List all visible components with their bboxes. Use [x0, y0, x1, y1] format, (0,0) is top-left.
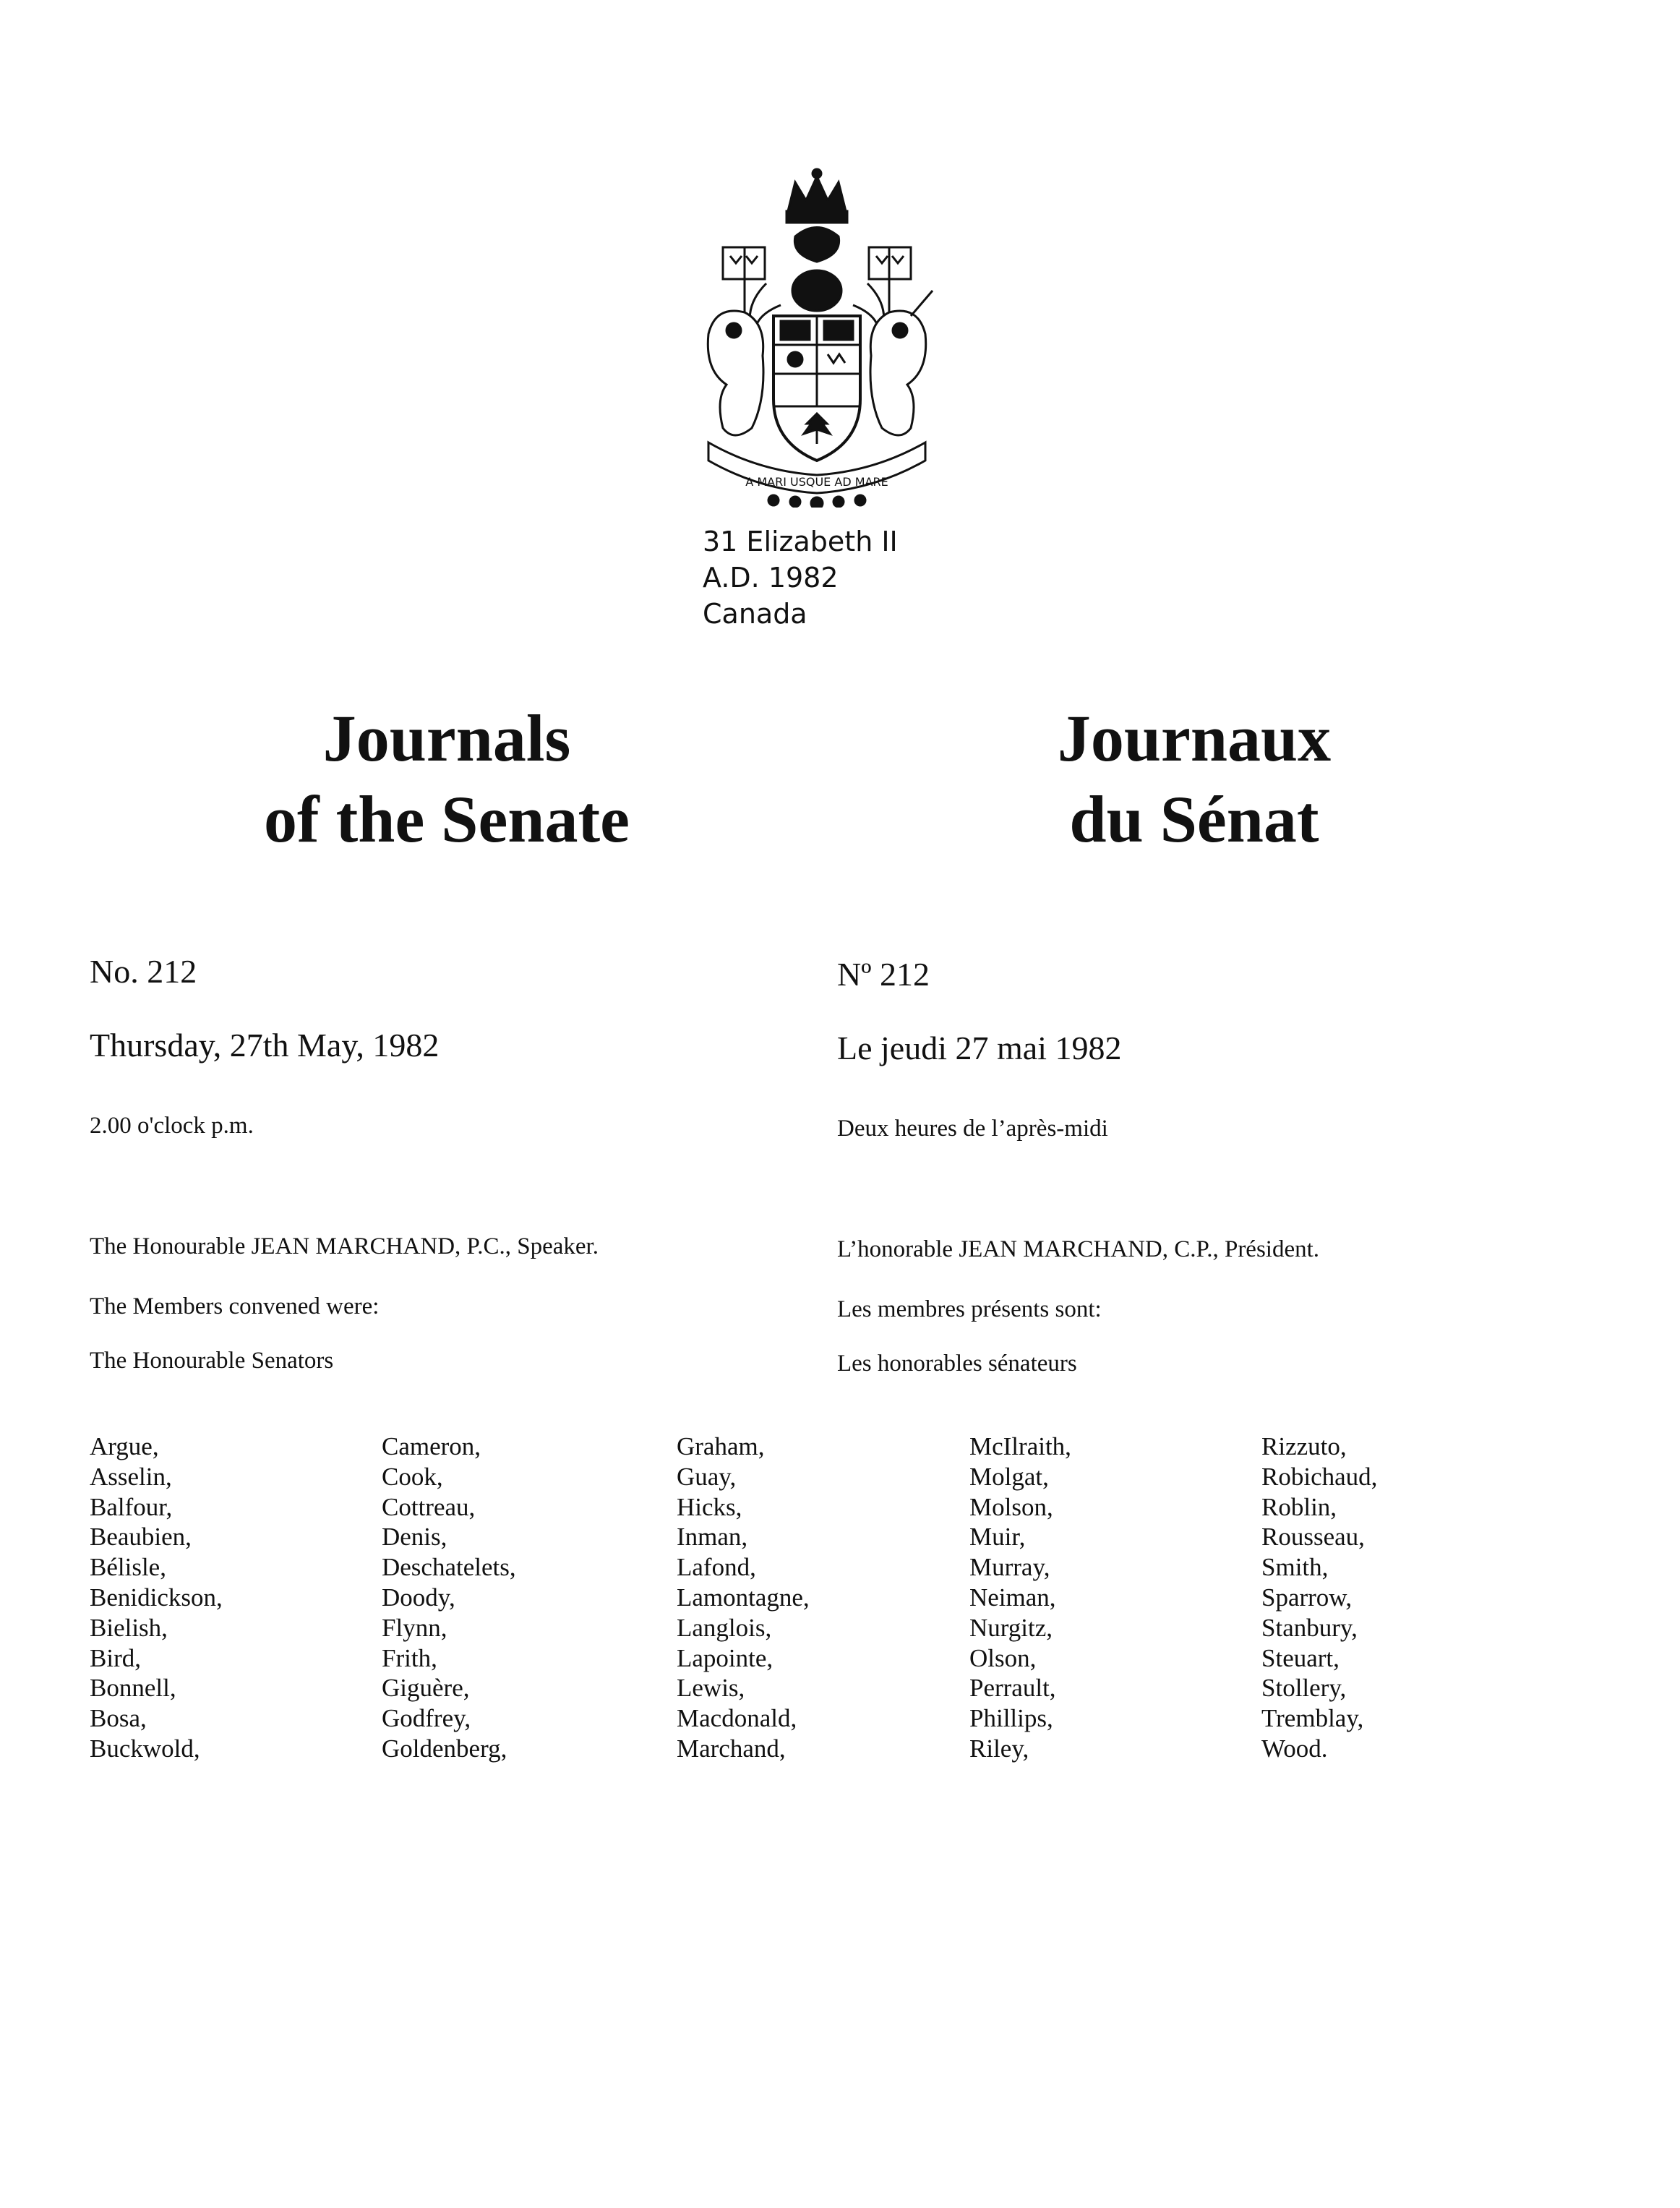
senators-column-1: [90, 1432, 223, 1764]
senator-name: Beaubien,: [90, 1523, 192, 1552]
senator-name: Macdonald,: [677, 1704, 797, 1733]
senators-column-5: [1261, 1432, 1377, 1764]
senator-name: Doody,: [382, 1583, 455, 1612]
lion-supporter-icon: [708, 311, 763, 435]
country: Canada: [703, 598, 807, 630]
senator-name: Graham,: [677, 1432, 765, 1460]
title-french: Journaux du Sénat: [1057, 701, 1332, 856]
sitting-date-fr: Le jeudi 27 mai 1982: [837, 1030, 1122, 1066]
senator-name: Perrault,: [969, 1674, 1056, 1703]
calendar-year: A.D. 1982: [703, 562, 839, 594]
senator-name: Argue,: [90, 1432, 159, 1460]
senator-name: Hicks,: [677, 1492, 742, 1521]
senator-name: Bélisle,: [90, 1553, 166, 1582]
senator-name: Cameron,: [382, 1432, 481, 1460]
regnal-year: 31 Elizabeth II: [703, 526, 898, 557]
senator-name: Frith,: [382, 1643, 437, 1672]
senator-name: Rizzuto,: [1261, 1432, 1347, 1460]
speaker-line-en: The Honourable JEAN MARCHAND, P.C., Speaker.: [90, 1233, 599, 1259]
senator-name: Bosa,: [90, 1704, 147, 1733]
senator-name: Stollery,: [1261, 1674, 1347, 1703]
senator-name: Langlois,: [677, 1613, 772, 1642]
senator-name: Smith,: [1261, 1553, 1329, 1582]
senator-name: Asselin,: [90, 1462, 172, 1491]
sitting-date-en: Thursday, 27th May, 1982: [90, 1027, 440, 1064]
senator-name: Molson,: [969, 1492, 1053, 1521]
floral-base-icon: [768, 495, 865, 508]
senator-name: Neiman,: [969, 1583, 1056, 1612]
regnal-year-block: [703, 523, 898, 632]
senator-name: Giguère,: [382, 1674, 470, 1703]
senator-name: McIlraith,: [969, 1432, 1071, 1460]
senator-name: Goldenberg,: [382, 1734, 507, 1763]
senator-name: Godfrey,: [382, 1704, 471, 1733]
senator-name: Inman,: [677, 1523, 748, 1552]
convened-line-en: The Members convened were:: [90, 1293, 380, 1319]
senator-name: Lafond,: [677, 1553, 756, 1582]
senator-name: Cottreau,: [382, 1492, 476, 1521]
senators-column-2: [382, 1432, 516, 1764]
shield-icon: [773, 316, 860, 461]
senator-name: Olson,: [969, 1643, 1037, 1672]
senator-name: Flynn,: [382, 1613, 447, 1642]
senator-name: Stanbury,: [1261, 1613, 1358, 1642]
senator-name: Molgat,: [969, 1462, 1049, 1491]
senator-name: Wood.: [1261, 1734, 1328, 1763]
senator-name: Murray,: [969, 1553, 1050, 1582]
senator-name: Phillips,: [969, 1704, 1053, 1733]
title-english: Journals of the Senate: [264, 701, 630, 856]
sitting-time-en: 2.00 o'clock p.m.: [90, 1113, 254, 1139]
issue-number-en: No. 212: [90, 953, 197, 990]
senator-name: Riley,: [969, 1734, 1029, 1763]
senator-name: Sparrow,: [1261, 1583, 1353, 1612]
senator-name: Robichaud,: [1261, 1462, 1378, 1491]
svg-text:A MARI USQUE AD MARE: A MARI USQUE AD MARE: [745, 475, 888, 489]
senator-name: Lewis,: [677, 1674, 745, 1703]
senator-name: Bird,: [90, 1643, 141, 1672]
speaker-line-fr: L’honorable JEAN MARCHAND, C.P., Président.: [837, 1236, 1320, 1262]
senator-name: Denis,: [382, 1523, 447, 1552]
senators-heading-fr: Les honorables sénateurs: [837, 1351, 1077, 1377]
senator-name: Roblin,: [1261, 1492, 1337, 1521]
senator-name: Bonnell,: [90, 1674, 176, 1703]
senator-name: Steuart,: [1261, 1643, 1340, 1672]
senators-column-4: [969, 1432, 1071, 1764]
senator-name: Lamontagne,: [677, 1583, 810, 1612]
senator-name: Lapointe,: [677, 1643, 773, 1672]
crown-icon: [787, 169, 847, 223]
senators-column-3: [677, 1432, 810, 1764]
senator-name: Cook,: [382, 1462, 443, 1491]
unicorn-supporter-icon: [870, 291, 933, 435]
senator-name: Tremblay,: [1261, 1704, 1364, 1733]
senator-name: Marchand,: [677, 1734, 786, 1763]
sitting-time-fr: Deux heures de l’après-midi: [837, 1116, 1108, 1142]
senator-name: Rousseau,: [1261, 1523, 1365, 1552]
senators-heading-en: The Honourable Senators: [90, 1348, 334, 1374]
issue-number-fr: Nº 212: [837, 956, 930, 993]
senator-name: Muir,: [969, 1523, 1026, 1552]
senator-name: Benidickson,: [90, 1583, 223, 1612]
senator-name: Buckwold,: [90, 1734, 200, 1763]
convened-line-fr: Les membres présents sont:: [837, 1296, 1102, 1322]
coat-of-arms: [694, 168, 940, 508]
senator-name: Nurgitz,: [969, 1613, 1053, 1642]
senator-name: Bielish,: [90, 1613, 168, 1642]
senator-name: Balfour,: [90, 1492, 173, 1521]
senator-name: Deschatelets,: [382, 1553, 516, 1582]
senator-name: Guay,: [677, 1462, 737, 1491]
